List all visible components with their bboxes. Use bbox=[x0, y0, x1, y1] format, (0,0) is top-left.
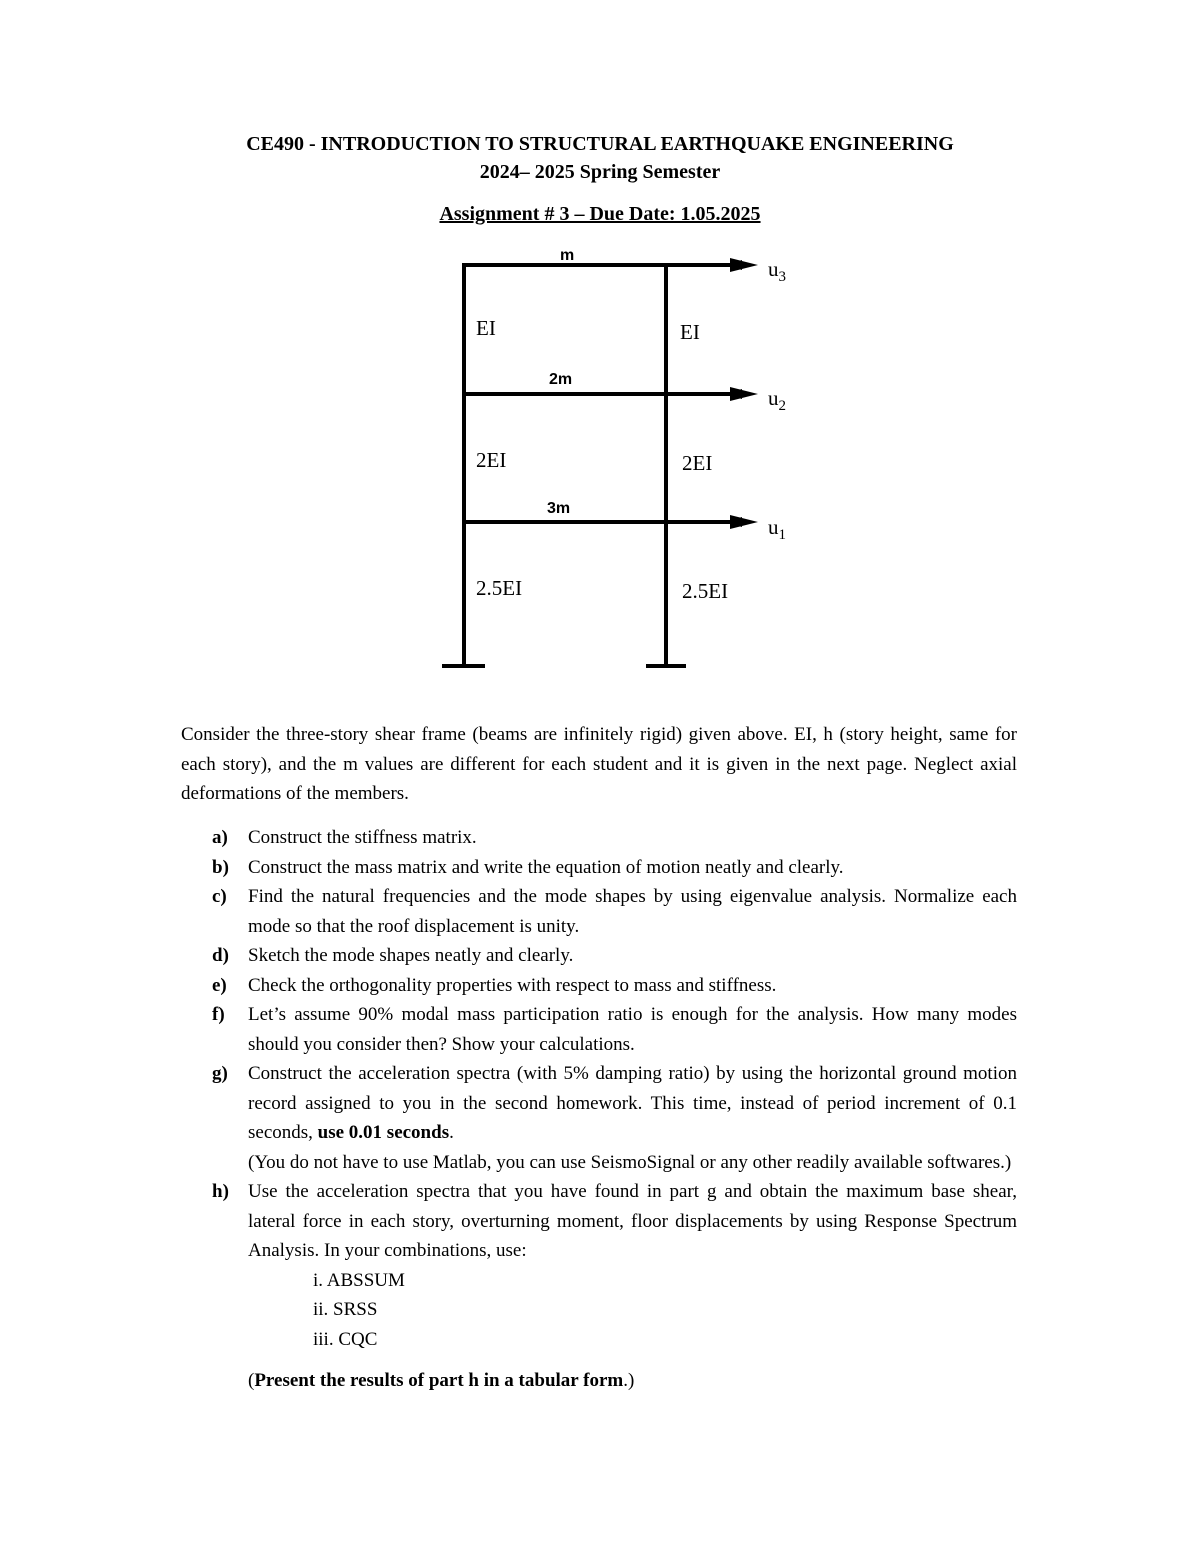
u2-label: $u_2$ bbox=[768, 386, 786, 414]
combination-cqc: iii. CQC bbox=[313, 1328, 378, 1350]
question-label: h) bbox=[212, 1181, 229, 1202]
question-text: Construct the mass matrix and write the equation of motion neatly and clearly. bbox=[248, 856, 844, 878]
question-label: g) bbox=[212, 1063, 228, 1084]
story1-right-stiffness: 2.5EI bbox=[682, 579, 729, 603]
question-g-emphasis: use 0.01 seconds bbox=[317, 1122, 450, 1143]
question-g-end: . bbox=[449, 1122, 454, 1143]
question-g-text: Construct the acceleration spectra (with 5% damping ratio) by using the horizontal ground motion record assigned to you in the second homework. This time, instead of period increment of 0.1 seconds, bbox=[248, 1063, 1017, 1143]
question-text: Check the orthogonality properties with respect to mass and stiffness. bbox=[248, 974, 777, 996]
story3-right-stiffness: EI bbox=[680, 320, 700, 344]
first-floor-mass-label: 3m bbox=[547, 500, 571, 517]
combination-srss: ii. SRSS bbox=[313, 1299, 378, 1320]
story2-left-stiffness: 2EI bbox=[476, 448, 507, 472]
question-text: Use the acceleration spectra that you have found in part g and obtain the maximum base shear, lateral force in each story, overturning moment, floor displacements by using Response Spectrum Analysis. In your combinations, use: bbox=[248, 1181, 1017, 1261]
question-label: f) bbox=[212, 1004, 225, 1025]
shear-frame-diagram bbox=[430, 240, 810, 680]
final-instruction bbox=[212, 1366, 1017, 1396]
story2-right-stiffness: 2EI bbox=[682, 451, 713, 475]
question-text: Construct the stiffness matrix. bbox=[248, 827, 477, 848]
question-label: a) bbox=[212, 827, 228, 848]
roof-mass-label: m bbox=[560, 247, 575, 264]
question-e bbox=[212, 971, 1017, 1001]
final-open: ( bbox=[248, 1370, 255, 1391]
header bbox=[0, 130, 1200, 228]
story3-left-stiffness: EI bbox=[476, 316, 496, 340]
question-label: d) bbox=[212, 945, 229, 966]
question-d bbox=[212, 941, 1017, 971]
u1-label: $u_1$ bbox=[768, 515, 786, 543]
story1-left-stiffness: 2.5EI bbox=[476, 576, 523, 600]
question-c bbox=[212, 882, 1017, 941]
question-g bbox=[212, 1059, 1017, 1177]
final-bold: Present the results of part h in a tabular form bbox=[254, 1370, 624, 1391]
question-label: e) bbox=[212, 974, 227, 996]
question-text: Let’s assume 90% modal mass participation ratio is enough for the analysis. How many modes should you consider then? Show your calculations. bbox=[248, 1004, 1017, 1055]
question-text bbox=[248, 1059, 1017, 1177]
second-floor-mass-label: 2m bbox=[549, 371, 573, 388]
question-label: c) bbox=[212, 886, 227, 907]
question-list bbox=[212, 823, 1017, 1396]
question-b bbox=[212, 853, 1017, 883]
question-text: Sketch the mode shapes neatly and clearly. bbox=[248, 945, 574, 966]
question-label: b) bbox=[212, 856, 229, 878]
u3-label: $u_3$ bbox=[768, 257, 786, 285]
question-a bbox=[212, 823, 1017, 853]
combination-absum: i. ABSSUM bbox=[313, 1269, 405, 1291]
question-f bbox=[212, 1000, 1017, 1059]
assignment-title: Assignment # 3 – Due Date: 1.05.2025 bbox=[439, 203, 761, 225]
question-g-note: (You do not have to use Matlab, you can use SeismoSignal or any other readily available softwares.) bbox=[248, 1151, 1012, 1173]
intro-paragraph: Consider the three-story shear frame (beams are infinitely rigid) given above. EI, h (story height, same for each story), and the m values are different for each student and it is given in the next page. Neglect axial deformations of the members. bbox=[181, 724, 1017, 804]
question-h bbox=[212, 1177, 1017, 1266]
final-close: .) bbox=[623, 1370, 635, 1391]
question-text: Find the natural frequencies and the mode shapes by using eigenvalue analysis. Normalize each mode so that the roof displacement is unity. bbox=[248, 886, 1017, 937]
course-title: CE490 - INTRODUCTION TO STRUCTURAL EARTHQUAKE ENGINEERING bbox=[246, 133, 954, 155]
semester: 2024– 2025 Spring Semester bbox=[479, 161, 721, 183]
